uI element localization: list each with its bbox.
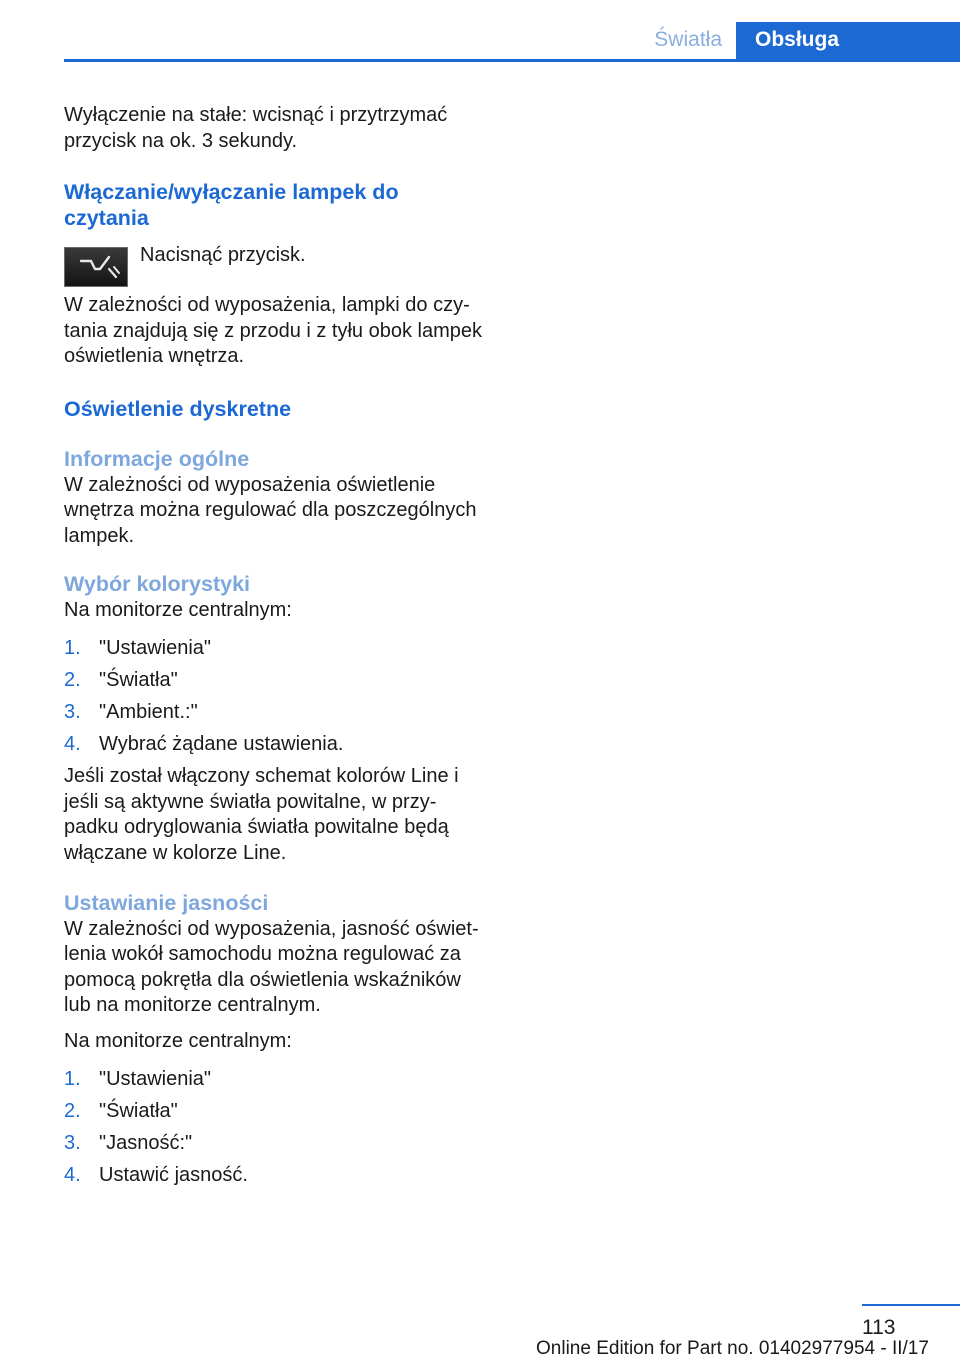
paragraph-central-monitor-1: Na monitorze centralnym: <box>64 598 292 621</box>
page-header <box>64 0 960 62</box>
list-item-text: Wybrać żądane ustawienia. <box>99 733 344 755</box>
heading-ambient-light: Oświetlenie dyskretne <box>64 396 292 421</box>
list-item <box>64 1163 484 1189</box>
list-item-text: "Ustawienia" <box>99 1068 212 1090</box>
paragraph-central-monitor-2: Na monitorze centralnym: <box>64 1029 292 1052</box>
list-item-number: 3. <box>64 701 81 723</box>
header-chapter-tab <box>736 22 960 62</box>
list-item-text: "Jasność:" <box>99 1132 193 1154</box>
list-item-text: Ustawić jasność. <box>99 1164 248 1186</box>
heading-general-info: Informacje ogólne <box>64 447 250 471</box>
steps-list-brightness <box>64 1067 484 1189</box>
paragraph-brightness: W zależności od wyposażenia, jasność oświetlenia wokół samochodu można regulować za pomocą pokrętła dla oświetlenia wskaźników lub na monitorze centralnym. <box>64 917 479 1016</box>
list-item-number: 2. <box>64 669 81 691</box>
paragraph-general-info: W zależności od wyposażenia oświetlenie wnętrza można regulować dla poszczególnych lampek. <box>64 473 477 547</box>
main-column <box>64 103 484 1195</box>
heading-color-selection: Wybór kolorystyki <box>64 572 250 596</box>
list-item-text: "Światła" <box>99 1100 178 1122</box>
list-item-number: 4. <box>64 1164 81 1186</box>
list-item-number: 1. <box>64 1068 81 1090</box>
heading-brightness: Ustawianie jasności <box>64 891 269 915</box>
heading-reading-lamps: Włączanie/wyłączanie lampek do czytania <box>64 180 399 230</box>
list-item <box>64 1067 484 1093</box>
edition-note: Online Edition for Part no. 01402977954 - II/17 <box>536 1338 929 1359</box>
list-item-text: "Ambient.:" <box>99 701 198 723</box>
list-item <box>64 1099 484 1125</box>
list-item <box>64 700 484 726</box>
list-item-number: 1. <box>64 637 81 659</box>
steps-list-color <box>64 636 484 758</box>
paragraph-line-color-scheme: Jeśli został włączony schemat kolorów Line i jeśli są aktywne światła powitalne, w przypadku odryglowania światła powitalne będą włączane w kolorze Line. <box>64 765 459 864</box>
list-item <box>64 668 484 694</box>
page-number: 113 <box>862 1316 896 1339</box>
list-item-text: "Światła" <box>99 669 178 691</box>
list-item-number: 2. <box>64 1100 81 1122</box>
list-item <box>64 1131 484 1157</box>
list-item-number: 3. <box>64 1132 81 1154</box>
paragraph-switch-off: Wyłączenie na stałe: wcisnąć i przytrzymać przycisk na ok. 3 sekundy. <box>64 104 448 152</box>
list-item <box>64 636 484 662</box>
header-section-title: Światła <box>654 28 722 51</box>
reading-lamp-glyph <box>65 248 127 286</box>
list-item <box>64 732 484 758</box>
reading-lamp-instruction-text: Nacisnąć przycisk. <box>140 244 306 266</box>
list-item-text: "Ustawienia" <box>99 637 212 659</box>
reading-lamp-instruction <box>64 243 484 289</box>
paragraph-reading-lamps-location: W zależności od wyposażenia, lampki do czytania znajdują się z przodu i z tyłu obok lampek oświetlenia wnętrza. <box>64 294 483 367</box>
header-chapter-label: Obsługa <box>755 28 840 51</box>
reading-lamp-icon <box>64 247 128 287</box>
list-item-number: 4. <box>64 733 81 755</box>
footer-rule <box>862 1304 960 1306</box>
